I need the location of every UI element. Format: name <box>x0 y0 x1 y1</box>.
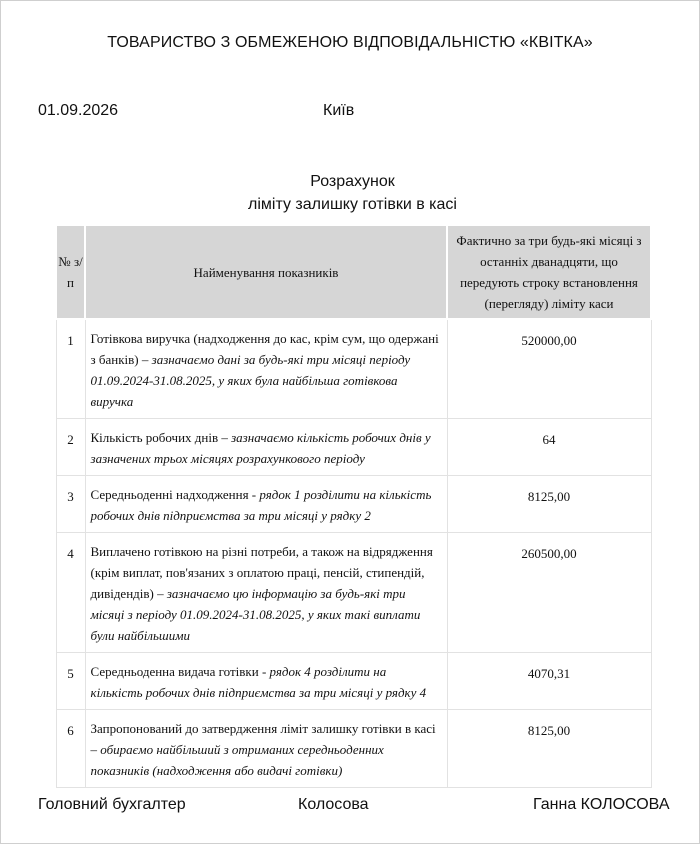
row-indicator <box>85 319 447 419</box>
column-header-number: № з/п <box>56 225 85 319</box>
signer-position: Головний бухгалтер <box>38 796 186 813</box>
calculation-table <box>55 224 652 788</box>
table-row <box>56 533 651 653</box>
row-indicator <box>85 419 447 476</box>
indicator-text: Середньоденна видача готівки - <box>90 664 270 679</box>
row-indicator <box>85 533 447 653</box>
table-header-row <box>56 225 651 319</box>
table-row <box>56 653 651 710</box>
row-indicator <box>85 653 447 710</box>
indicator-note: зазначаємо цю інформацію за будь-які три місяці з періоду 01.09.2024-31.08.2025, у яких такі виплати були найбільшими <box>90 586 421 643</box>
indicator-note: зазначаємо кількість робочих днів у зазначених трьох місяцях розрахункового періоду <box>90 430 431 466</box>
indicator-note: рядок 1 розділити на кількість робочих днів підприємства за три місяці у рядку 2 <box>90 487 432 523</box>
table-row <box>56 476 651 533</box>
row-value: 520000,00 <box>447 319 651 419</box>
document-city: Київ <box>323 102 355 119</box>
row-number: 3 <box>56 476 85 533</box>
row-value: 4070,31 <box>447 653 651 710</box>
row-value: 8125,00 <box>447 476 651 533</box>
signature: Колосова <box>298 796 369 813</box>
document-subtitle: ліміту залишку готівки в касі <box>248 196 457 213</box>
indicator-note: рядок 4 розділити на кількість робочих днів підприємства за три місяці у рядку 4 <box>90 664 427 700</box>
row-indicator <box>85 476 447 533</box>
column-header-value: Фактично за три будь-які місяці з останніх дванадцяти, що передують строку встановлення (перегляду) ліміту каси <box>447 225 651 319</box>
indicator-note: обираємо найбільший з отриманих середньоденних показників (надходження або видачі готівки) <box>90 742 384 778</box>
indicator-text: Середньоденні надходження - <box>90 487 260 502</box>
signer-full-name: Ганна КОЛОСОВА <box>533 796 670 813</box>
indicator-text: Кількість робочих днів – <box>90 430 232 445</box>
indicator-text: Готівкова виручка (надходження до кас, крім сум, що одержані з банків) – <box>90 331 439 367</box>
row-number: 6 <box>56 710 85 788</box>
row-indicator <box>85 710 447 788</box>
indicator-note: зазначаємо дані за будь-які три місяці періоду 01.09.2024-31.08.2025, у яких була найбільша готівкова виручка <box>90 352 411 409</box>
table-row <box>56 319 651 419</box>
document-date: 01.09.2026 <box>38 102 119 119</box>
table-row <box>56 419 651 476</box>
row-number: 2 <box>56 419 85 476</box>
table-row <box>56 710 651 788</box>
column-header-name: Найменування показників <box>85 225 447 319</box>
row-number: 1 <box>56 319 85 419</box>
row-number: 4 <box>56 533 85 653</box>
row-value: 64 <box>447 419 651 476</box>
indicator-text: Запропонований до затвердження ліміт залишку готівки в касі – <box>90 721 436 757</box>
row-value: 260500,00 <box>447 533 651 653</box>
row-number: 5 <box>56 653 85 710</box>
document-title: Розрахунок <box>310 173 395 190</box>
indicator-text: Виплачено готівкою на різні потреби, а також на відрядження (крім виплат, пов'язаних з оплатою праці, пенсій, стипендій, дивідендів) – <box>90 544 433 601</box>
company-name: ТОВАРИСТВО З ОБМЕЖЕНОЮ ВІДПОВІДАЛЬНІСТЮ «КВІТКА» <box>107 34 593 51</box>
row-value: 8125,00 <box>447 710 651 788</box>
